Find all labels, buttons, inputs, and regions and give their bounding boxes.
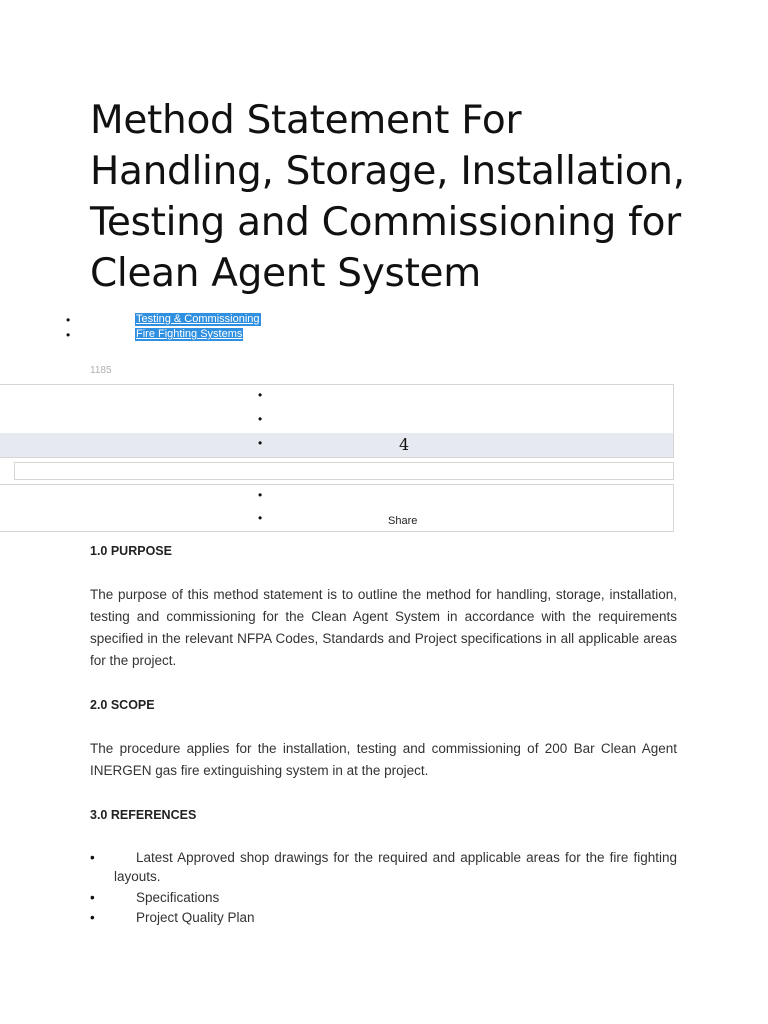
bullet-icon: • xyxy=(90,850,95,865)
section-heading-references: 3.0 REFERENCES xyxy=(90,808,197,822)
category-link-fire-fighting-systems[interactable]: Fire Fighting Systems xyxy=(136,328,243,340)
action-item[interactable] xyxy=(0,409,673,433)
action-item[interactable] xyxy=(0,385,673,409)
action-item[interactable] xyxy=(0,485,673,509)
bullet-icon: • xyxy=(258,412,263,426)
action-bar-top xyxy=(0,384,674,458)
bullet-icon: • xyxy=(258,388,263,402)
purpose-text: The purpose of this method statement is to outline the method for handling, storage, installation, testing and commissioning for the Clean Agent System in accordance with the requirements specified in the relevant NFPA Codes, Standards and Project specifications in all applicable areas for the project. xyxy=(90,587,677,668)
reference-text: Latest Approved shop drawings for the required and applicable areas for the fire fighting layouts. xyxy=(114,850,677,884)
section-heading-scope: 2.0 SCOPE xyxy=(90,698,155,712)
bullet-icon: • xyxy=(258,436,263,450)
list-item xyxy=(90,908,677,927)
like-count: 4 xyxy=(399,435,410,454)
action-bar-bottom xyxy=(0,484,674,532)
section-heading-purpose: 1.0 PURPOSE xyxy=(90,544,172,558)
bullet-icon: • xyxy=(66,313,71,327)
category-link-testing-commissioning[interactable]: Testing & Commissioning xyxy=(136,313,260,325)
bullet-icon: • xyxy=(66,328,71,342)
list-item xyxy=(90,888,677,907)
list-item xyxy=(90,848,677,886)
bullet-icon: • xyxy=(90,910,95,925)
scope-text: The procedure applies for the installation, testing and commissioning of 200 Bar Clean Agent INERGEN gas fire extinguishing system in at the project. xyxy=(90,741,677,778)
share-button-label: Share xyxy=(388,515,418,527)
share-action[interactable] xyxy=(0,508,673,532)
action-bar-divider xyxy=(14,462,674,480)
bullet-icon: • xyxy=(90,889,95,905)
reference-text: Specifications xyxy=(136,889,220,905)
like-action[interactable] xyxy=(0,433,673,457)
page-title: Method Statement For Handling, Storage, Installation, Testing and Commissioning for Clean Agent System xyxy=(90,98,685,296)
article-body xyxy=(90,540,677,929)
reference-text: Project Quality Plan xyxy=(136,910,255,925)
view-count: 1185 xyxy=(90,365,112,376)
references-list xyxy=(90,848,677,927)
bullet-icon: • xyxy=(258,511,263,525)
bullet-icon: • xyxy=(258,488,263,502)
